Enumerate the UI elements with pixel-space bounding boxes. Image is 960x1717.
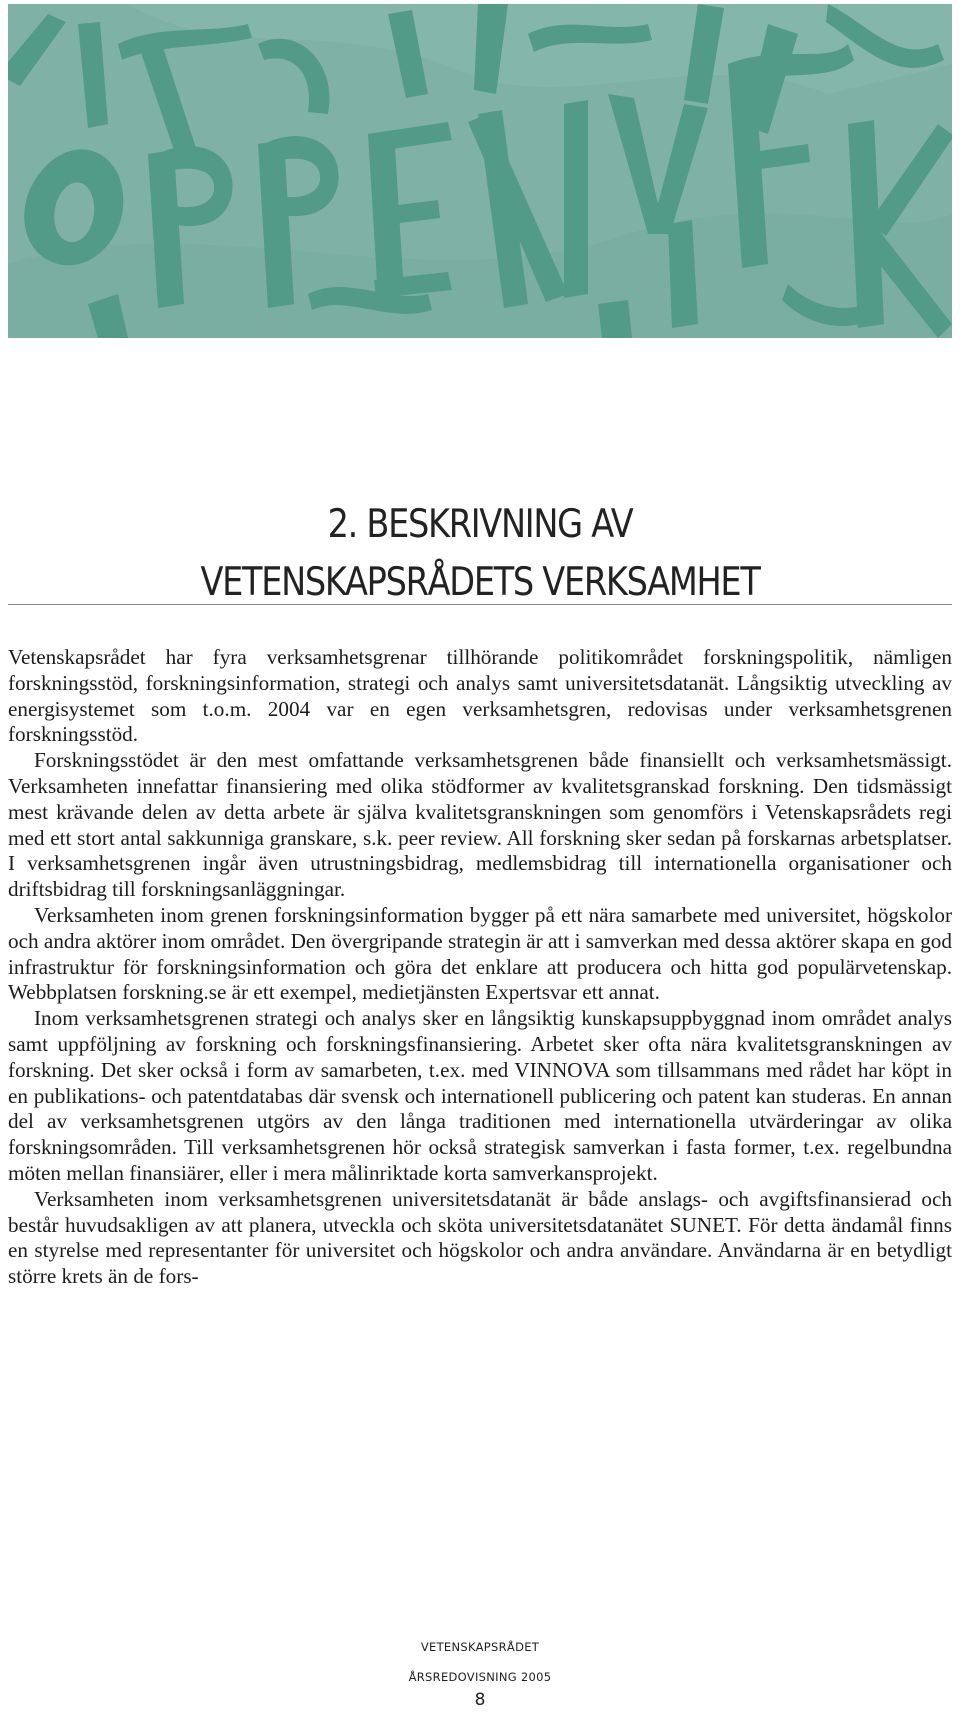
chapter-title-line-1: 2. BESKRIVNING AV bbox=[327, 502, 633, 547]
title-divider bbox=[8, 604, 952, 605]
chapter-title-line-2: VETENSKAPSRÅDETS VERKSAMHET bbox=[200, 560, 760, 605]
calligraphy-pattern bbox=[8, 4, 952, 338]
footer-organization: VETENSKAPSRÅDET bbox=[420, 1640, 540, 1654]
chapter-title bbox=[74, 496, 886, 612]
footer-report-title: ÅRSREDOVISNING 2005 bbox=[408, 1670, 552, 1684]
paragraph-2: Forskningsstödet är den mest omfattande verksamhetsgrenen både finansiellt och verksamhetsmässigt. Verksamheten innefattar finansiering med olika stödformer av kvalitetsgranskad forskning. Den tidsmässigt mest krävande delen av detta arbete är själva kvalitetsgranskningen som genomförs i Vetenskapsrådets regi med ett stort antal sakkunniga granskare, s.k. peer review. All forskning sker sedan på forskarnas arbetsplatser. I verksamhetsgrenen ingår även utrustningsbidrag, medlemsbidrag till internationella organisationer och driftsbidrag till forskningsanläggningar. bbox=[8, 748, 952, 902]
body-text bbox=[8, 645, 952, 1290]
paragraph-3: Verksamheten inom grenen forskningsinformation bygger på ett nära samarbete med universitet, högskolor och andra aktörer inom området. Den övergripande strategin är att i samverkan med dessa aktörer skapa en god infrastruktur för forskningsinformation och göra det enklare att producera och hitta god populärvetenskap. Webbplatsen forskning.se är ett exempel, medietjänsten Expertsvar ett annat. bbox=[8, 902, 952, 1005]
page-number: 8 bbox=[474, 1690, 486, 1710]
paragraph-4: Inom verksamhetsgrenen strategi och analys sker en långsiktig kunskapsuppbyggnad inom området analys samt uppföljning av forskning och forskningsfinansiering. Arbetet sker ofta nära kvalitetsgranskningen av forskning. Det sker också i form av samarbeten, t.ex. med VINNOVA som tillsammans med rådet har köpt in en publikations- och patentdatabas där svensk och internationell publicering och patent kan studeras. En annan del av verksamhetsgrenen utgörs av den långa traditionen med internationella utvärderingar av olika forskningsområden. Till verksamhetsgrenen hör också strategisk samverkan i fasta former, t.ex. regelbundna möten mellan finansiärer, eller i mera målinriktade korta samverkansprojekt. bbox=[8, 1006, 952, 1185]
paragraph-5: Verksamheten inom verksamhetsgrenen universitetsdatanät är både anslags- och avgiftsfinansierad och består huvudsakligen av att planera, utveckla och sköta universitetsdatanätet SUNET. För detta ändamål finns en styrelse med representanter för universitet och högskolor och andra användare. Användarna är en betydligt större krets än de fors- bbox=[8, 1186, 952, 1289]
paragraph-1: Vetenskapsrådet har fyra verksamhetsgrenar tillhörande politikområdet forskningspolitik, nämligen forskningsstöd, forskningsinformation, strategi och analys samt universitetsdatanät. Långsiktig utveckling av energisystemet som t.o.m. 2004 var en egen verksamhetsgren, redovisas under verksamhetsgrenen forskningsstöd. bbox=[8, 645, 952, 747]
page-footer bbox=[0, 1640, 960, 1709]
cover-banner bbox=[8, 4, 952, 338]
